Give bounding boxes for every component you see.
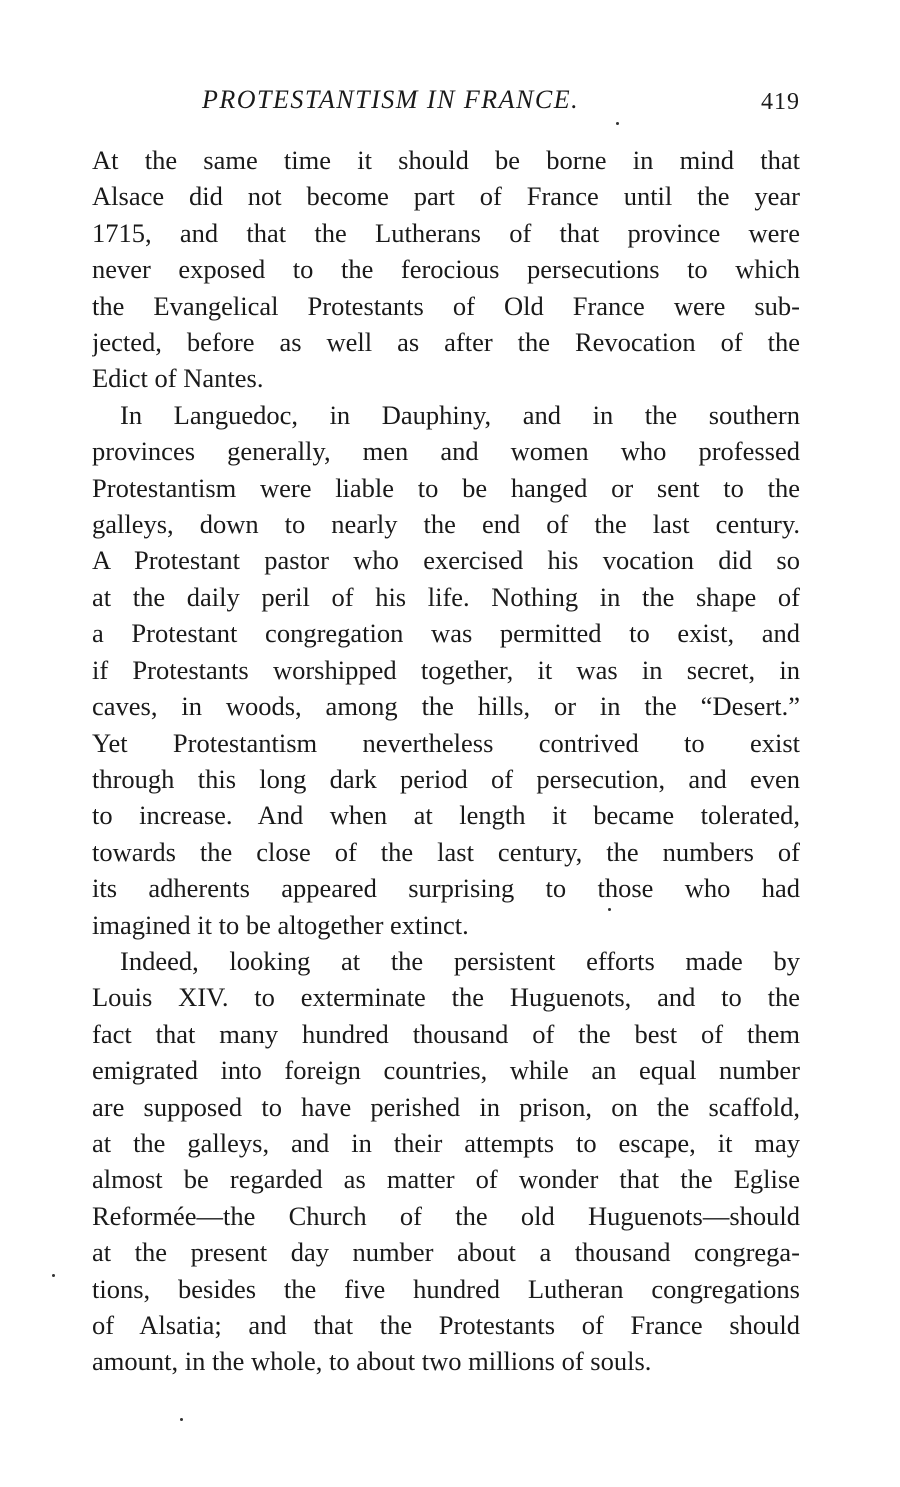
text-line: are supposed to have perished in prison, on the scaffold, [92,1091,800,1122]
running-title: PROTESTANTISM IN FRANCE. [202,85,580,114]
text-line: galleys, down to nearly the end of the last century. [92,509,800,540]
text-line: Indeed, looking at the persistent efforts made by [120,945,800,976]
text-line: at the daily peril of his life. Nothing in the shape of [92,581,800,612]
print-speck [608,908,611,911]
print-speck [180,1418,183,1421]
text-line: towards the close of the last century, the numbers of [92,836,800,867]
text-line: Louis XIV. to exterminate the Huguenots, and to the [92,982,800,1013]
text-line: In Languedoc, in Dauphiny, and in the southern [120,399,800,430]
body-text [92,142,800,1380]
text-line: Edict of Nantes. [92,363,264,394]
text-line: the Evangelical Protestants of Old France were sub- [92,290,800,321]
text-line: never exposed to the ferocious persecutions to which [92,254,800,285]
paragraph-2 [92,397,800,943]
text-line: its adherents appeared surprising to those who had [92,873,800,904]
print-speck [616,122,619,125]
text-line: of Alsatia; and that the Protestants of France should [92,1310,800,1340]
paragraph-3 [92,943,800,1380]
text-line: Reformée—the Church of the old Huguenots—should [92,1200,800,1231]
text-line: imagined it to be altogether extinct. [92,909,469,940]
page-number: 419 [761,89,800,115]
running-head [92,84,800,124]
text-line: At the same time it should be borne in mind that [92,145,800,175]
text-line: at the galleys, and in their attempts to escape, it may [92,1127,800,1158]
text-line: emigrated into foreign countries, while an equal number [92,1055,800,1086]
paragraph-1 [92,142,800,397]
text-line: to increase. And when at length it became tolerated, [92,800,800,831]
text-line: Yet Protestantism nevertheless contrived to exist [92,727,800,758]
text-line: 1715, and that the Lutherans of that province were [92,217,800,248]
text-line: jected, before as well as after the Revocation of the [92,327,800,358]
text-line: if Protestants worshipped together, it was in secret, in [92,654,800,685]
text-line: caves, in woods, among the hills, or in the “Desert.” [92,691,800,722]
text-line: provinces generally, men and women who professed [92,436,800,467]
text-line: tions, besides the five hundred Lutheran congregations [92,1273,800,1304]
text-line: at the present day number about a thousand congrega- [92,1237,800,1268]
text-line: almost be regarded as matter of wonder that the Eglise [92,1164,800,1195]
print-speck [52,1274,55,1277]
text-line: A Protestant pastor who exercised his vocation did so [92,545,800,576]
text-line: Alsace did not become part of France until the year [92,181,800,212]
text-line: fact that many hundred thousand of the best of them [92,1018,800,1049]
text-line: amount, in the whole, to about two millions of souls. [92,1346,652,1377]
text-line: a Protestant congregation was permitted to exist, and [92,618,800,649]
text-line: Protestantism were liable to be hanged or sent to the [92,472,800,503]
text-line: through this long dark period of persecution, and even [92,763,800,794]
